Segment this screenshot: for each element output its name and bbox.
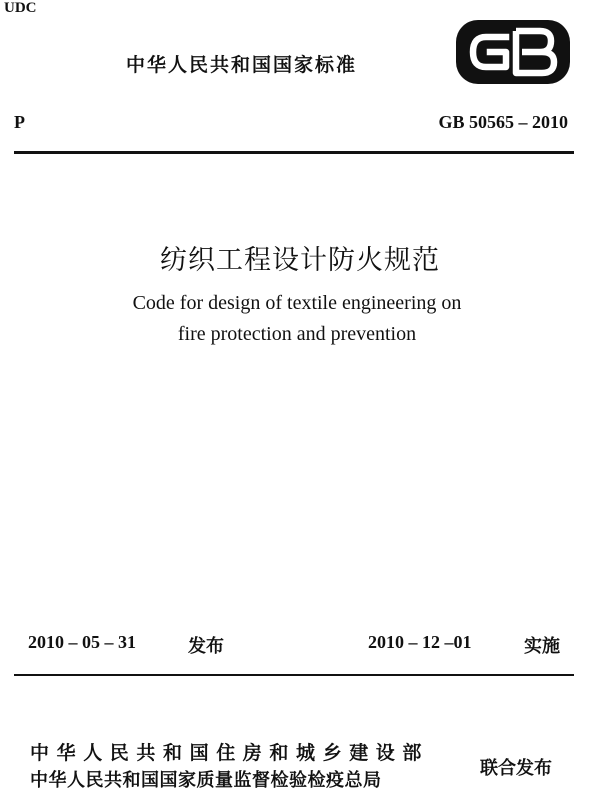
national-standard-heading: 中华人民共和国国家标准 [126,54,358,76]
issuer-ministry-housing: 中华人民共和国住房和城乡建设部 [30,742,430,764]
category-code: P [14,112,25,132]
document-title-english-line2: fire protection and prevention [177,323,417,345]
footer-divider [14,674,574,676]
standard-number: GB 50565 – 2010 [438,112,568,132]
document-title-english-line1: Code for design of textile engineering on [132,292,462,314]
issuer-quality-supervision: 中华人民共和国国家质量监督检验检疫总局 [30,770,382,791]
issue-label: 发布 [188,636,224,657]
udc-label: UDC [4,0,37,16]
implementation-label: 实施 [524,636,560,657]
header-divider [14,151,574,154]
issue-date: 2010 – 05 – 31 [28,632,136,652]
gb-logo [456,20,570,84]
document-title-chinese: 纺织工程设计防火规范 [160,245,440,275]
joint-issue-label: 联合发布 [480,758,552,779]
implementation-date: 2010 – 12 –01 [368,632,472,652]
